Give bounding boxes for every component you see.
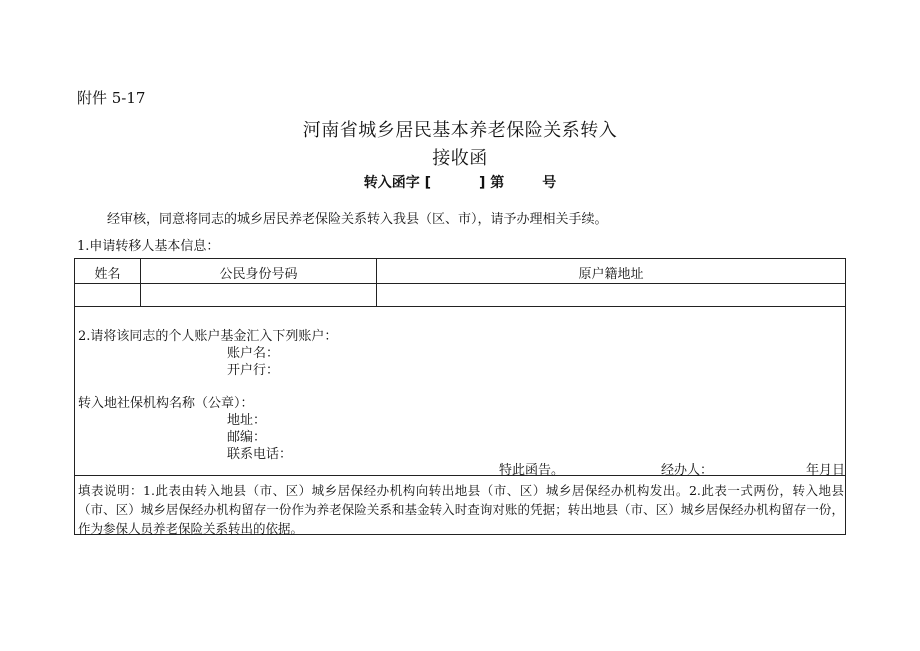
section1-title: 1.申请转移人基本信息： (77, 239, 220, 254)
reference-number-line (0, 172, 920, 192)
address-label: 地址： (227, 413, 267, 428)
header-id-number: 公民身份号码 (219, 267, 298, 282)
section2-title: 2.请将该同志的个人账户基金汇入下列账户： (78, 329, 338, 344)
fill-instructions: 填表说明：1.此表由转入地县（市、区）城乡居保经办机构向转出地县（市、区）城乡居保经办机构发出。2.此表一式两份，转入地县（市、区）城乡居保经办机构留存一份作为养老保险关系和基金转入时查询对账的凭据；转出地县（市、区）城乡居保经办机构留存一份，作为参保人员养老保险关系转出的依据。 (78, 483, 844, 536)
date-label: 年月日 (806, 463, 846, 478)
annex-label: 附件 5-17 (77, 89, 146, 107)
agency-name-label: 转入地社保机构名称（公章）： (78, 396, 254, 411)
ref-prefix: 转入函字 [ (363, 175, 431, 191)
ref-suffix: 号 (542, 175, 557, 191)
header-name: 姓名 (94, 267, 121, 282)
phone-label: 联系电话： (227, 447, 293, 462)
account-name-label: 账户名： (227, 346, 280, 361)
postcode-label: 邮编： (227, 430, 267, 445)
notice-text: 特此函告。 (499, 463, 565, 478)
handler-label: 经办人： (661, 463, 714, 478)
intro-paragraph: 经审核，同意将同志的城乡居民养老保险关系转入我县（区、市），请予办理相关手续。 (107, 212, 608, 227)
document-title: 河南省城乡居民基本养老保险关系转入 (302, 120, 618, 141)
row-divider-data (75, 306, 845, 307)
bank-label: 开户行： (227, 363, 280, 378)
row-divider-note (75, 475, 845, 476)
form-table (74, 258, 846, 535)
row-divider-header (75, 283, 845, 284)
document-subtitle: 接收函 (432, 148, 488, 169)
header-address: 原户籍地址 (578, 267, 644, 282)
ref-mid: ] 第 (479, 175, 505, 191)
